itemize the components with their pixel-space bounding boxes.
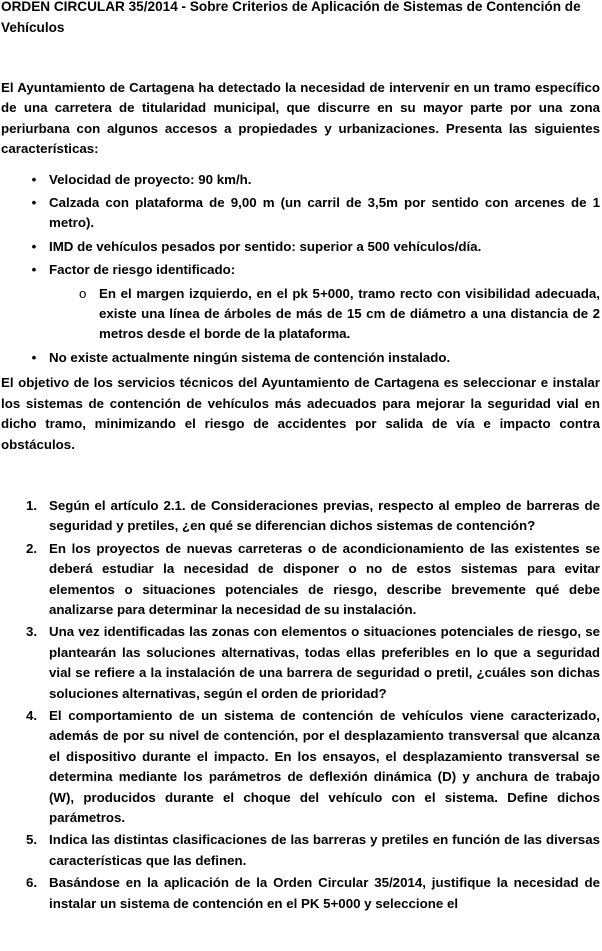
characteristic-text: Factor de riesgo identificado:: [49, 262, 236, 278]
characteristic-text: Velocidad de proyecto: 90 km/h.: [49, 171, 252, 187]
question-text: Según el artículo 2.1. de Consideraciones previas, respecto al empleo de barreras de seguridad y pretiles, ¿en qué se diferencian dichos sistemas de contención?: [49, 497, 600, 534]
sub-bullet-icon: o: [79, 285, 87, 301]
question-item: [1, 873, 602, 914]
list-item: [1, 193, 602, 234]
questions-list: [1, 496, 602, 914]
question-number: 4.: [26, 707, 38, 723]
question-item: [1, 706, 602, 828]
question-text: Indica las distintas clasificaciones de las barreras y pretiles en función de las diversas características que las definen.: [49, 832, 600, 868]
question-text: Una vez identificadas las zonas con elementos o situaciones potenciales de riesgo, se plantearán las soluciones alternativas, todas ellas preferibles en lo que a seguridad vial se refiere a la instalación de una barrera de seguridad o pretil, ¿cuáles son dichas soluciones alternativas, según el orden de prioridad?: [49, 624, 600, 701]
document-title: ORDEN CIRCULAR 35/2014 - Sobre Criterios de Aplicación de Sistemas de Contención de Vehículos: [1, 0, 581, 35]
characteristic-text: Calzada con plataforma de 9,00 m (un carril de 3,5m por sentido con arcenes de 1 metro).: [49, 195, 600, 231]
question-number: 6.: [26, 875, 38, 891]
question-item: [1, 830, 602, 871]
list-item: [1, 170, 602, 190]
question-text: En los proyectos de nuevas carreteras o de acondicionamiento de las existentes se deberá estudiar la necesidad de disponer o no de estos sistemas para evitar elementos o situaciones potenciales de riesgo, describe brevemente qué debe analizarse para determinar la necesidad de su instalación.: [49, 540, 600, 617]
question-number: 5.: [26, 832, 38, 848]
question-text: Basándose en la aplicación de la Orden Circular 35/2014, justifique la necesidad de instalar un sistema de contención en el PK 5+000 y seleccione el: [49, 875, 600, 911]
risk-sublist: [49, 284, 600, 345]
objective-paragraph: El objetivo de los servicios técnicos del Ayuntamiento de Cartagena es seleccionar e instalar los sistemas de contención de vehículos más adecuados para mejorar la seguridad vial en dicho tramo, minimizando el riesgo de accidentes por salida de vía e impacto contra obstáculos.: [1, 375, 600, 452]
question-item: [1, 622, 602, 704]
bullet-icon: •: [31, 171, 37, 187]
question-text: El comportamiento de un sistema de contención de vehículos viene caracterizado, además de por su nivel de contención, por el desplazamiento transversal que alcanza el dispositivo durante el impacto. En los ensayos, el desplazamiento transversal se determina mediante los parámetros de deflexión dinámica (D) y anchura de trabajo (W), producidos durante el choque del vehículo con el sistema. Define dichos parámetros.: [49, 707, 600, 825]
question-number: 2.: [26, 540, 38, 556]
intro-paragraph: El Ayuntamiento de Cartagena ha detectado la necesidad de intervenir en un tramo específico de una carretera de titularidad municipal, que discurre en su mayor parte por una zona periurbana con algunos accesos a propiedades y urbanizaciones. Presenta las siguientes características:: [1, 80, 600, 157]
question-item: [1, 539, 602, 621]
list-item: [1, 260, 602, 345]
characteristic-text: No existe actualmente ningún sistema de contención instalado.: [49, 349, 451, 365]
characteristic-text: IMD de vehículos pesados por sentido: superior a 500 vehículos/día.: [49, 238, 482, 254]
bullet-icon: •: [31, 195, 37, 211]
bullet-icon: •: [31, 238, 37, 254]
list-item: [49, 284, 600, 345]
question-number: 1.: [26, 497, 38, 513]
characteristics-list: [1, 170, 602, 369]
list-item: [1, 237, 602, 257]
question-number: 3.: [26, 624, 38, 640]
list-item: [1, 348, 602, 368]
question-item: [1, 496, 602, 537]
bullet-icon: •: [31, 349, 37, 365]
risk-subitem-text: En el margen izquierdo, en el pk 5+000, tramo recto con visibilidad adecuada, existe una línea de árboles de más de 15 cm de diámetro a una distancia de 2 metros desde el borde de la plataforma.: [99, 285, 600, 342]
bullet-icon: •: [31, 262, 37, 278]
